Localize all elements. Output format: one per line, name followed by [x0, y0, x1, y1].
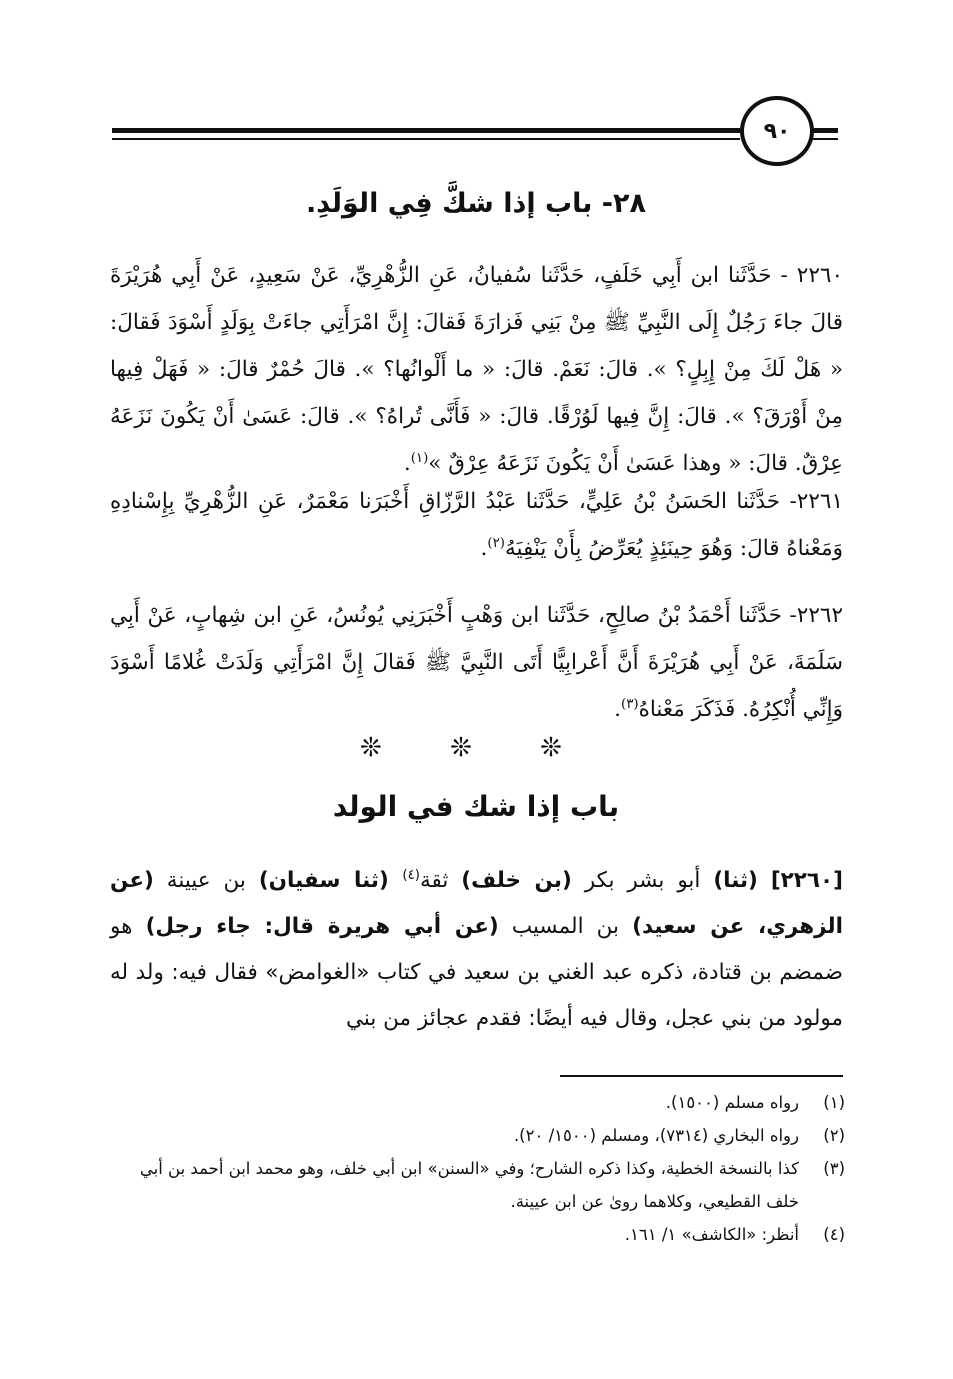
hadith-text: ٢٢٦٢- حَدَّثَنا أَحْمَدُ بْنُ صالِحٍ، حَدَّثَنا ابن وَهْبٍ أَخْبَرَنِي يُونُسُ، عَنِ ابن شِهابٍ، عَنْ أَبِي سَلَمَةَ، عَنْ أَبِي هُرَيْرَةَ أَنَّ أَعْرابِيًّا أَتَى النَّبِيَّ ﷺ فَقالَ إِنَّ امْرَأَتِي وَلَدَتْ غُلامًا أَسْوَدَ وَإِنِّي أُنْكِرُهُ. فَذَكَرَ مَعْناهُ	[110, 603, 843, 722]
hadith-end: .	[403, 451, 411, 476]
footnote-text: أنظر: «الكاشف» ١/ ١٦١.	[624, 1225, 799, 1244]
hadith-text: ٢٢٦٠ - حَدَّثَنا ابن أَبِي خَلَفٍ، حَدَّثَنا سُفيانُ، عَنِ الزُّهْرِيِّ، عَنْ سَعِيدٍ، عَنْ أَبِي هُرَيْرَةَ قالَ جاءَ رَجُلٌ إِلَى النَّبِيِّ ﷺ مِنْ بَنِي فَزارَةَ فَقالَ: إِنَّ امْرَأَتِي جاءَتْ بِوَلَدٍ أَسْوَدَ فَقالَ: « هَلْ لَكَ مِنْ إِبِلٍ؟ ». قالَ: نَعَمْ. قالَ: « ما أَلْوانُها؟ ». قالَ حُمْرٌ قالَ: « فَهَلْ فِيها مِنْ أَوْرَقَ؟ ». قالَ: إِنَّ فِيها لَوُرْقًا. قالَ: « فَأَنَّى تُراهُ؟ ». قالَ: عَسَىٰ أَنْ يَكُونَ نَزَعَهُ عِرْقٌ. قالَ: « وهذا عَسَىٰ أَنْ يَكُونَ نَزَعَهُ عِرْقٌ »	[110, 263, 843, 476]
footnote-ref: (٤)	[402, 867, 420, 883]
commentary-quote: (ثنا)	[713, 868, 758, 893]
footnote-ref: (١)	[410, 450, 429, 466]
footnote-number: (١)	[823, 1093, 845, 1112]
commentary-quote: (ثنا سفيان)	[258, 868, 403, 893]
footnote-number: (٣)	[823, 1159, 845, 1178]
header-rule-tail-thin	[812, 138, 838, 140]
hadith-text: ٢٢٦١- حَدَّثَنا الحَسَنُ بْنُ عَلِيٍّ، حَدَّثَنا عَبْدُ الرَّزّاقِ أَخْبَرَنا مَعْمَرٌ، عَنِ الزُّهْرِيِّ بِإِسْنادِهِ وَمَعْناهُ قالَ: وَهُوَ حِينَئِذٍ يُعَرِّضُ بِأَنْ يَنْفِيَهُ	[110, 489, 843, 561]
footnote-ref: (٢)	[487, 535, 505, 551]
commentary-text: ثقة	[419, 868, 462, 893]
hadith-end: .	[614, 697, 621, 722]
commentary-quote: (عن الزهري، عن سعيد)	[110, 868, 843, 939]
section-separator: ❊ ❊ ❊	[360, 733, 592, 763]
commentary-text: هو ضمضم بن قتادة، ذكره عبد الغني بن سعيد في كتاب «الغوامض» فقال فيه: ولد له مولود من بني عجل، وقال فيه أيضًا: فقدم عجائز من بني	[110, 914, 843, 1031]
hadith-2262	[110, 592, 843, 733]
commentary-number: [٢٢٦٠]	[770, 868, 843, 893]
footnote-ref: (٣)	[621, 696, 639, 712]
footnote-rule	[560, 1075, 843, 1077]
commentary-text: بن عيينة	[153, 868, 259, 893]
header-rule-tail-thick	[812, 128, 838, 133]
footnote-2	[120, 1119, 845, 1152]
footnote-4	[120, 1218, 845, 1251]
header-rule-thick	[112, 128, 740, 133]
header-rule-thin	[112, 138, 740, 140]
footnote-number: (٢)	[823, 1126, 845, 1145]
page-number: ٩٠	[740, 96, 814, 166]
footnote-text: رواه البخاري (٧٣١٤)، ومسلم (١٥٠٠/ ٢٠).	[513, 1126, 799, 1145]
hadith-end: .	[480, 536, 488, 561]
footnotes	[120, 1086, 845, 1251]
commentary-text: بن المسيب	[498, 914, 633, 939]
footnote-number: (٤)	[823, 1225, 845, 1244]
hadith-2260	[110, 252, 843, 487]
commentary-paragraph	[110, 858, 843, 1042]
chapter-heading: ٢٨- باب إذا شكَّ فِي الوَلَدِ.	[306, 188, 646, 219]
hadith-2261	[110, 478, 843, 572]
commentary-quote: (بن خلف)	[461, 868, 572, 893]
commentary-text: أبو بشر بكر	[571, 868, 714, 893]
commentary-quote: (عن أبي هريرة قال: جاء رجل)	[145, 914, 499, 939]
footnote-text: كذا بالنسخة الخطية، وكذا ذكره الشارح؛ وفي «السنن» ابن أبي خلف، وهو محمد ابن أحمد بن أبي خلف القطيعي، وكلاهما روىٰ عن ابن عيينة.	[139, 1159, 799, 1211]
footnote-text: رواه مسلم (١٥٠٠).	[665, 1093, 799, 1112]
footnote-3	[120, 1152, 845, 1218]
commentary-heading: باب إذا شك في الولد	[332, 790, 620, 823]
footnote-1	[120, 1086, 845, 1119]
